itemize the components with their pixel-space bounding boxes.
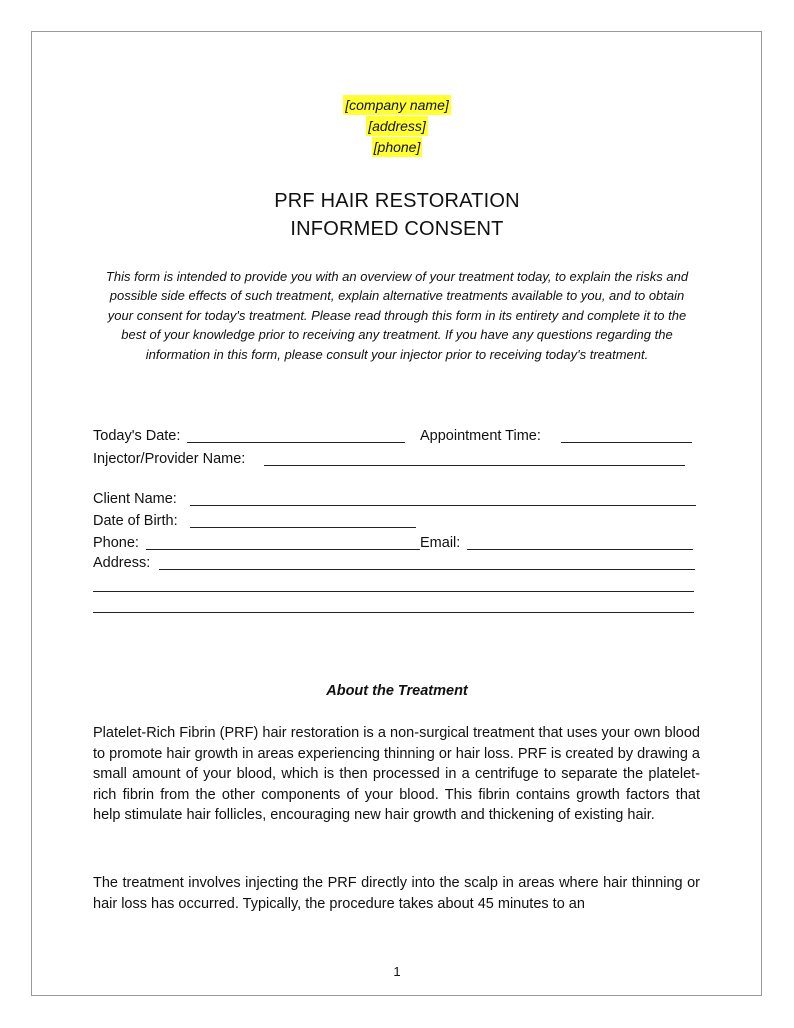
company-name-placeholder: [company name] [345, 97, 449, 113]
address-field-line-3[interactable] [93, 612, 694, 613]
about-heading: About the Treatment [326, 683, 468, 699]
address-field-line-1[interactable] [159, 569, 695, 570]
about-paragraph-2: The treatment involves injecting the PRF directly into the scalp in areas where hair thinning or hair loss has occurred. Typically, the procedure takes about 45 minutes to an [93, 875, 700, 912]
dob-field[interactable] [190, 527, 416, 528]
address-placeholder: [address] [368, 118, 426, 134]
company-header [0, 95, 794, 158]
title-line-2: INFORMED CONSENT [290, 218, 504, 240]
phone-placeholder: [phone] [373, 139, 421, 155]
page-number: 1 [393, 964, 401, 979]
document-title [0, 187, 794, 243]
todays-date-field[interactable] [187, 442, 405, 443]
client-name-label: Client Name: [93, 491, 177, 507]
about-paragraph-1: Platelet-Rich Fibrin (PRF) hair restoration is a non-surgical treatment that uses your own blood to promote hair growth in areas experiencing thinning or hair loss. PRF is created by drawing a small amount of your blood, which is then processed in a centrifuge to separate the platelet-rich fibrin from the other components of your blood. This fibrin contains growth factors that help stimulate hair follicles, encouraging new hair growth and thickening of existing hair. [93, 725, 700, 824]
address-field-line-2[interactable] [93, 591, 694, 592]
injector-label: Injector/Provider Name: [93, 451, 246, 467]
intro-paragraph: This form is intended to provide you with an overview of your treatment today, to explain the risks and possible side effects of such treatment, explain alternative treatments available to you, and to obtain your consent for today's treatment. Please read through this form in its entirety and complete it to the best of your knowledge prior to receiving any treatment. If you have any questions regarding the information in this form, please consult your injector prior to receiving today's treatment. [105, 269, 689, 362]
address-label: Address: [93, 555, 151, 571]
appointment-time-label: Appointment Time: [420, 428, 541, 444]
client-name-field[interactable] [190, 505, 696, 506]
email-field[interactable] [467, 549, 693, 550]
phone-field[interactable] [146, 549, 420, 550]
title-line-1: PRF HAIR RESTORATION [274, 190, 520, 212]
email-label: Email: [420, 535, 461, 551]
dob-label: Date of Birth: [93, 513, 178, 529]
todays-date-label: Today's Date: [93, 428, 181, 444]
injector-field[interactable] [264, 465, 685, 466]
appointment-time-field[interactable] [561, 442, 692, 443]
phone-label: Phone: [93, 535, 139, 551]
